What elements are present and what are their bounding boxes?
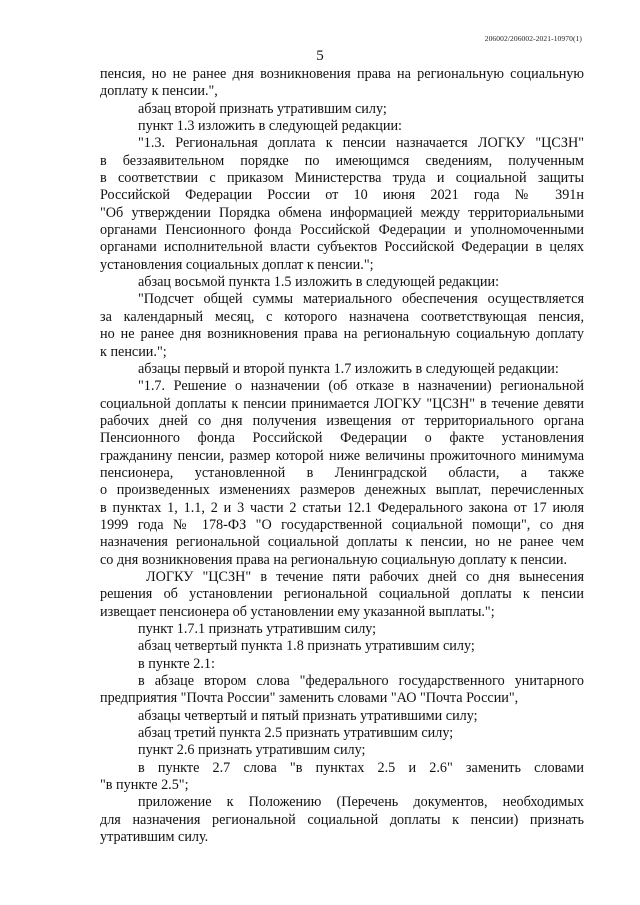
- text-line: абзац второй признать утратившим силу;: [138, 100, 387, 117]
- text-line: рабочих дней со дня получения извещения от территориального органа: [100, 412, 584, 429]
- text-line: пункт 1.3 изложить в следующей редакции:: [138, 118, 402, 135]
- text-line: установления социальных доплат к пенсии.";: [100, 256, 374, 273]
- text-line: "Подсчет общей суммы материального обеспечения осуществляется: [138, 291, 584, 308]
- text-line: органами Пенсионного фонда Российской Федерации и уполномоченными: [100, 222, 584, 239]
- document-id: 206002/206002-2021-10970(1): [484, 34, 582, 43]
- text-line: в соответствии с приказом Министерства труда и социальной защиты: [100, 170, 584, 187]
- text-line: "Об утверждении Порядка обмена информацией между территориальными: [100, 204, 584, 221]
- document-body: [100, 66, 584, 846]
- text-line: о произведенных изменениях размеров денежных выплат, перечисленных: [100, 482, 584, 499]
- page-number: 5: [316, 48, 324, 64]
- text-line: пенсия, но не ранее дня возникновения права на региональную социальную: [100, 66, 584, 82]
- text-line: в пунктах 1, 1.1, 2 и 3 части 2 статьи 12.1 Федерального закона от 17 июля: [100, 499, 584, 516]
- text-line: гражданину пенсии, размер которой ниже величины прожиточного минимума: [100, 447, 584, 464]
- text-line: но не ранее дня возникновения права на региональную социальную доплату: [100, 326, 584, 343]
- text-line: приложение к Положению (Перечень документов, необходимых: [138, 794, 584, 811]
- text-line: в пункте 2.7 слова "в пунктах 2.5 и 2.6" заменить словами: [138, 759, 584, 776]
- text-line: "1.3. Региональная доплата к пенсии назначается ЛОГКУ "ЦСЗН": [138, 135, 584, 152]
- text-line: ЛОГКУ "ЦСЗН" в течение пяти рабочих дней со дня вынесения: [146, 568, 584, 585]
- text-line: пункт 1.7.1 признать утратившим силу;: [138, 621, 377, 637]
- text-line: извещает пенсионера об установлении ему указанной выплаты.";: [100, 603, 495, 620]
- text-line: назначения региональной социальной доплаты к пенсии, но не ранее чем: [100, 534, 584, 551]
- text-line: в беззаявительном порядке по имеющимся сведениям, полученным: [100, 152, 584, 169]
- text-line: со дня возникновения права на региональную социальную доплату к пенсии.: [100, 551, 568, 568]
- text-line: доплату к пенсии.",: [100, 83, 218, 100]
- text-line: в пункте 2.1:: [138, 655, 215, 672]
- text-line: утратившим силу.: [100, 829, 209, 846]
- text-line: пункт 2.6 признать утратившим силу;: [138, 742, 366, 759]
- text-line: Российской Федерации России от 10 июня 2021 года № 391н: [100, 187, 584, 204]
- text-line: абзац восьмой пункта 1.5 изложить в следующей редакции:: [138, 274, 500, 291]
- text-line: к пенсии.";: [100, 343, 167, 360]
- text-line: 1999 года № 178-ФЗ "О государственной социальной помощи", со дня: [100, 516, 584, 533]
- text-line: абзац третий пункта 2.5 признать утратившим силу;: [138, 725, 454, 742]
- text-line: социальной доплаты к пенсии принимается ЛОГКУ "ЦСЗН" в течение девяти: [100, 395, 584, 412]
- text-line: "1.7. Решение о назначении (об отказе в назначении) региональной: [138, 378, 584, 395]
- text-line: решения об установлении региональной социальной доплаты к пенсии: [100, 586, 584, 603]
- text-line: за календарный месяц, с которого назначена соответствующая пенсия,: [100, 308, 584, 325]
- text-line: пенсионера, установленной в Ленинградской области, а также: [100, 464, 584, 481]
- text-line: "в пункте 2.5";: [100, 777, 189, 794]
- text-line: в абзаце втором слова "федерального государственного унитарного: [138, 673, 584, 690]
- text-line: абзацы четвертый и пятый признать утратившими силу;: [138, 707, 478, 724]
- text-line: органами исполнительной власти субъектов Российской Федерации в целях: [100, 239, 584, 256]
- text-line: абзацы первый и второй пункта 1.7 изложить в следующей редакции:: [138, 360, 559, 377]
- text-line: абзац четвертый пункта 1.8 признать утратившим силу;: [138, 638, 475, 655]
- text-line: Пенсионного фонда Российской Федерации о факте установления: [100, 430, 584, 447]
- text-line: предприятия "Почта России" заменить словами "АО "Почта России",: [100, 690, 519, 707]
- text-line: для назначения региональной социальной доплаты к пенсии) признать: [100, 811, 584, 828]
